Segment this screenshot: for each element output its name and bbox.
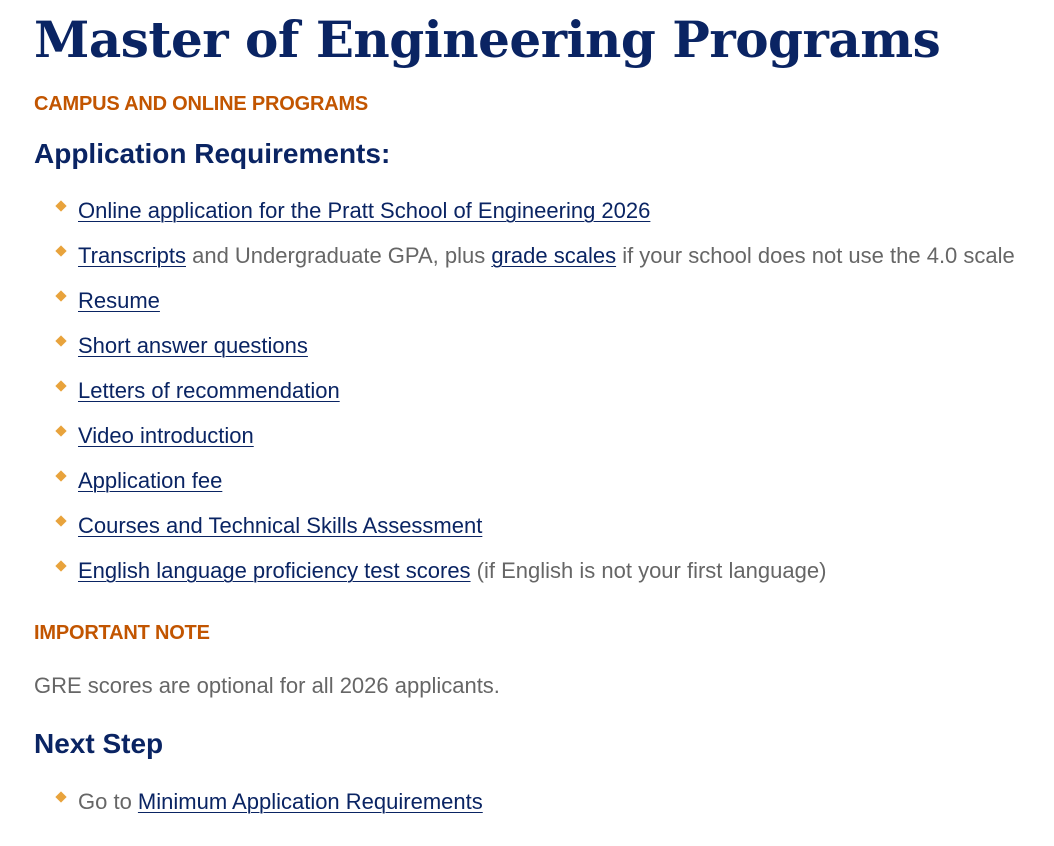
list-item — [34, 368, 1044, 413]
online-application-link[interactable]: Online application for the Pratt School of Engineering 2026 — [78, 198, 651, 223]
list-item — [34, 188, 1044, 233]
page-title: Master of Engineering Programs — [34, 10, 941, 69]
grade-scales-link[interactable]: grade scales — [491, 243, 617, 268]
short-answer-questions-link[interactable]: Short answer questions — [78, 333, 308, 358]
list-item — [34, 548, 1044, 593]
list-item — [34, 458, 1044, 503]
application-fee-link[interactable]: Application fee — [78, 468, 223, 493]
diamond-bullet-icon — [55, 560, 66, 571]
english-proficiency-text: (if English is not your first language) — [470, 558, 827, 583]
resume-link[interactable]: Resume — [78, 288, 160, 313]
important-note-heading: IMPORTANT NOTE — [34, 622, 210, 644]
diamond-bullet-icon — [55, 380, 66, 391]
next-step-list — [34, 779, 1044, 824]
page-content — [34, 0, 1044, 824]
requirements-list — [34, 188, 1044, 593]
video-introduction-link[interactable]: Video introduction — [78, 423, 254, 448]
application-requirements-heading: Application Requirements: — [34, 138, 391, 169]
list-item — [34, 233, 1044, 278]
transcripts-text: and Undergraduate GPA, plus — [185, 243, 492, 268]
list-item — [34, 323, 1044, 368]
list-item — [34, 413, 1044, 458]
list-item — [34, 779, 1044, 824]
diamond-bullet-icon — [55, 245, 66, 256]
next-step-prefix: Go to — [78, 789, 138, 814]
diamond-bullet-icon — [55, 791, 66, 802]
important-note-text: GRE scores are optional for all 2026 applicants. — [34, 673, 500, 698]
diamond-bullet-icon — [55, 290, 66, 301]
list-item — [34, 503, 1044, 548]
diamond-bullet-icon — [55, 515, 66, 526]
program-type-label: CAMPUS AND ONLINE PROGRAMS — [34, 93, 369, 115]
grade-scales-text: if your school does not use the 4.0 scale — [616, 243, 1015, 268]
minimum-requirements-link[interactable]: Minimum Application Requirements — [137, 789, 483, 814]
courses-skills-assessment-link[interactable]: Courses and Technical Skills Assessment — [78, 513, 483, 538]
diamond-bullet-icon — [55, 425, 66, 436]
list-item — [34, 278, 1044, 323]
letters-of-recommendation-link[interactable]: Letters of recommendation — [78, 378, 340, 403]
transcripts-link[interactable]: Transcripts — [78, 243, 186, 268]
english-proficiency-link[interactable]: English language proficiency test scores — [78, 558, 471, 583]
diamond-bullet-icon — [55, 200, 66, 211]
next-step-heading: Next Step — [34, 728, 164, 759]
diamond-bullet-icon — [55, 335, 66, 346]
diamond-bullet-icon — [55, 470, 66, 481]
